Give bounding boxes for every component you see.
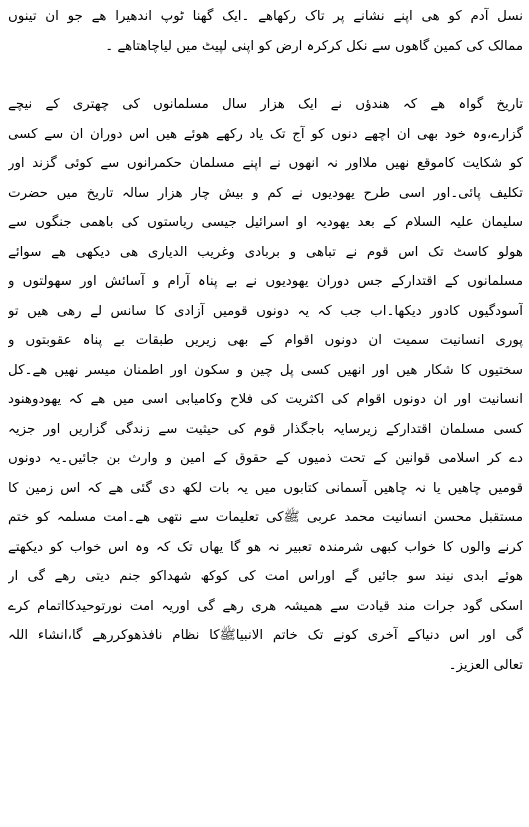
text-line: ممالک کی کمین گاھوں سے نکل کرکرہ ارض کو اپنی لپیٹ میں لیاچاھتاھے ۔ [105,38,523,54]
text-line: گی اور اس دنیاکے آخری کونے تک خاتم الانبیاﷺکا نظام نافذھوکررھے گا،انشاء اللہ [8,628,523,643]
text-line: نسل آدم کو ھی اپنے نشانے پر تاک رکھاھے ۔ایک گھنا ٹوپ اندھیرا ھے جو ان تینوں [8,9,523,24]
text-line: سلیمان علیہ السلام کے بعد یھودیہ او اسرائیل جیسی ریاستوں کی باھمی جنگوں سے [8,215,523,230]
text-line: گزارے،وہ خود بھی ان اچھے دنوں کو آج تک یاد رکھے ھوئے ھیں اس دوران ان سے کسی [8,126,523,142]
text-line: ھولو کاسٹ تک اس قوم نے تباھی و بربادی وغریب الدیاری ھی دیکھی ھے سوائے [8,244,523,260]
text-line: آسودگیوں کادور دیکھا۔اب جب کہ یہ دونوں قومیں آزادی کا سانس لے رھی ھیں تو [8,303,523,319]
text-line: کو شکایت کاموقع نھیں ملااور نہ انھوں نے اپنے مسلمان حکمرانوں سے کوئی گزند اور [8,156,523,171]
text-line: قومیں چاھیں یا نہ چاھیں آسمانی کتابوں میں یہ بات لکھ دی گئی ھے کہ اس زمین کا [8,480,523,496]
text-line: تعالی العزیز۔ [448,657,523,673]
text-line: سختیوں کا شکار ھیں اور انھیں کسی پل چین و سکون اور اطمنان میسر نھیں ھے۔کل [8,362,523,378]
text-line: تاریخ گواہ ھے کہ ھندؤں نے ایک ھزار سال مسلمانوں کی چھتری کے نیچے [8,97,523,112]
text-line: ھوئے ابدی نیند سو جائیں گے اوراس امت کی کوکھ شھداکو جنم دیتی رھے گی ار [8,569,523,584]
paragraph-2 [8,90,523,680]
text-line: تکلیف پائی۔اور اسی طرح یھودیوں نے کم و بیش چار ھزار سالہ تاریخ میں حضرت [8,185,523,201]
text-line: مسلمانوں کے اقتدارکے جس دوران یھودیوں نے بے پناہ آرام و آسائش اور سھولتوں و [8,274,523,289]
text-line: انسانیت اور ان دونوں اقوام کی اکثریت کی فلاح وکامیابی اسی میں ھے کہ یھودوھنود [8,392,523,407]
paragraph-1 [8,2,523,61]
text-line: دے کر اسلامی قوانین کے تحت ذمیوں کے حقوق کے امین و وارث بن جائیں۔یہ دونوں [8,451,523,466]
text-line: پوری انسانیت سمیت ان دونوں اقوام کے بھی زیریں طبقات بے پناہ عقوبتوں و [8,333,523,348]
text-line: اسکی گود جرات مند قیادت سے ھمیشہ ھری رھے گی اوریہ امت نورتوحیدکااتمام کرے [8,598,523,614]
text-line: کرنے والوں کا خواب کبھی شرمندہ تعبیر نہ ھو گا یھاں تک کہ وہ اس خواب کو دیکھتے [8,539,523,555]
text-line: کسی مسلمان اقتدارکے زیرسایہ باجگذار قوم کی حیثیت سے زندگی گزاریں اور جزیہ [8,421,523,437]
text-line: مستقبل محسن انسانیت محمد عربی ﷺکی تعلیمات سے نتھی ھے۔امت مسلمہ کو ختم [8,510,523,525]
